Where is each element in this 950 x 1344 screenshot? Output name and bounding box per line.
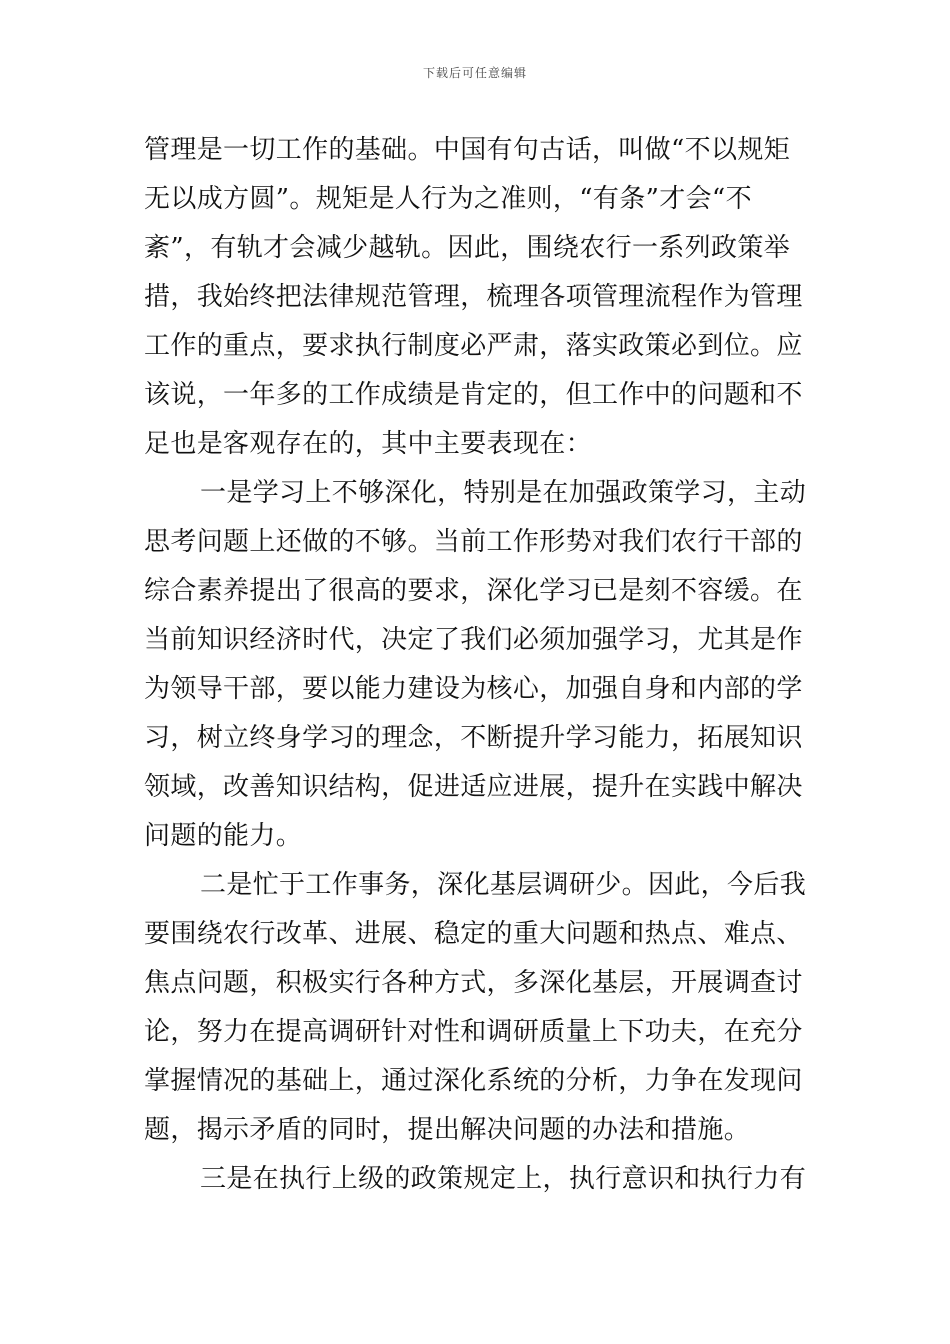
text-line: 该说，一年多的工作成绩是肯定的，但工作中的问题和不 (144, 380, 803, 410)
text-line: 工作的重点，要求执行制度必严肃，落实政策必到位。应 (144, 331, 803, 361)
text-line: 习，树立终身学习的理念，不断提升学习能力，拓展知识 (144, 723, 803, 753)
text-line: 焦点问题，积极实行各种方式，多深化基层，开展调查讨 (144, 968, 803, 998)
text-line: 思考问题上还做的不够。当前工作形势对我们农行干部的 (144, 527, 803, 557)
text-line: 要围绕农行改革、进展、稳定的重大问题和热点、难点、 (144, 919, 803, 949)
text-line: 紊”，有轨才会减少越轨。因此，围绕农行一系列政策举 (144, 233, 791, 263)
text-line: 足也是客观存在的，其中主要表现在： (144, 429, 592, 459)
paragraph-start-line: 三是在执行上级的政策规定上，执行意识和执行力有 (200, 1164, 807, 1194)
text-line: 当前知识经济时代，决定了我们必须加强学习，尤其是作 (144, 625, 803, 655)
text-line: 无以成方圆”。规矩是人行为之准则，“有条”才会“不 (144, 184, 752, 214)
header-note: 下载后可任意编辑 (422, 66, 527, 80)
text-line: 领域，改善知识结构，促进适应进展，提升在实践中解决 (144, 772, 803, 802)
text-line: 措，我始终把法律规范管理，梳理各项管理流程作为管理 (144, 282, 803, 312)
text-line: 管理是一切工作的基础。中国有句古话，叫做“不以规矩 (144, 135, 791, 165)
body-text (144, 126, 814, 1204)
paragraph-start-line: 一是学习上不够深化，特别是在加强政策学习，主动 (200, 478, 807, 508)
text-line: 问题的能力。 (144, 821, 303, 851)
text-line: 论，努力在提高调研针对性和调研质量上下功夫，在充分 (144, 1017, 803, 1047)
text-line: 综合素养提出了很高的要求，深化学习已是刻不容缓。在 (144, 576, 803, 606)
text-line: 为领导干部，要以能力建设为核心，加强自身和内部的学 (144, 674, 803, 704)
paragraph-start-line: 二是忙于工作事务，深化基层调研少。因此，今后我 (200, 870, 807, 900)
text-line: 掌握情况的基础上，通过深化系统的分析，力争在发现问 (144, 1066, 803, 1096)
text-line: 题，揭示矛盾的同时，提出解决问题的办法和措施。 (144, 1115, 751, 1145)
